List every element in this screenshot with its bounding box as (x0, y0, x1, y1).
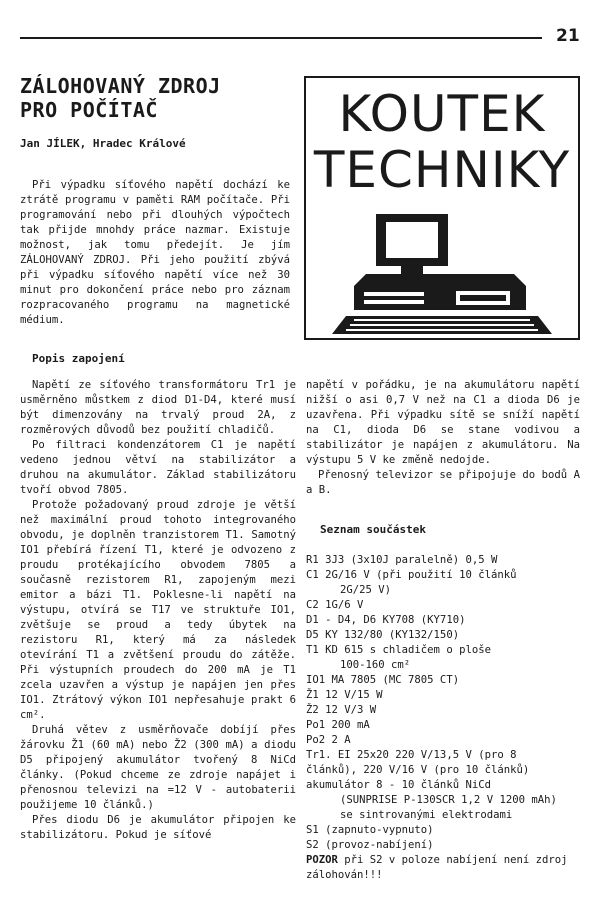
warning-label: POZOR (306, 854, 338, 866)
section-heading: Popis zapojení (32, 352, 125, 365)
part-item: Po1 200 mA (306, 719, 370, 731)
part-item: S2 (provoz-nabíjení) (306, 839, 434, 851)
paragraph: Druhá větev z usměrňovače dobíjí přes žárovku Ž1 (60 mA) nebo Ž2 (300 mA) a diodu D5 připojený akumulátor tvořený 8 NiCd články. (Pokud chceme ze zdroje napájet i přenosnou televizi na =12 V - autobaterii použijeme 10 článků.) (20, 724, 296, 811)
part-item: 100-160 cm² (340, 659, 411, 671)
part-item: IO1 MA 7805 (MC 7805 CT) (306, 674, 460, 686)
part-item: článků), 220 V/16 V (pro 10 článků) (306, 764, 530, 776)
part-item: 2G/25 V) (340, 584, 392, 596)
part-item: T1 KD 615 s chladičem o ploše (306, 644, 491, 656)
page-number: 21 (556, 26, 580, 46)
intro-column (20, 178, 290, 328)
part-item: S1 (zapnuto-vypnuto) (306, 824, 434, 836)
part-item: Ž1 12 V/15 W (306, 689, 383, 701)
parts-list (306, 553, 584, 883)
paragraph: napětí v pořádku, je na akumulátoru napětí nižší o asi 0,7 V než na C1 a dioda D6 je uzavřena. Při výpadku sítě se sníží napětí na C1, dioda D6 se stane vodivou a stabilizátor je napájen z akumulátoru. Na výstupu 5 V ke změně nedojde. (306, 379, 580, 466)
intro-paragraph: Při výpadku síťového napětí dochází ke ztrátě programu v paměti RAM počítače. Při programování nebo při dlouhých výpočtech tak přijde mnohdy práce nazmar. Existuje možnost, jak tomu předejít. Je jím ZÁLOHOVANÝ ZDROJ. Při jeho použití zbývá při výpadku síťového napětí více než 30 minut pro dokončení práce nebo pro záznam rozpracovaného programu na magnetické médium. (20, 179, 290, 326)
part-item: se sintrovanými elektrodami (340, 809, 513, 821)
title-line-1: ZÁLOHOVANÝ ZDROJ (20, 74, 221, 98)
right-column (306, 378, 580, 498)
paragraph: Protože požadovaný proud zdroje je větší než maximální proud tohoto integrovaného obvodu, je doplněn tranzistorem T1. Samotný IO1 přebírá řízení T1, které je odvozeno z proudu protékajícího obvodem 7805 a současně rezistorem R1, zapojeným mezi emitor a bázi T1. Poklesne-li napětí na výstupu, otvírá se T17 ve struktuře IO1, zvětšuje se proud a tedy úbytek na rezistoru R1, který má za následek otevírání T1 a zvětšení proudu do zátěže. Při výstupních proudech do 200 mA je T1 zcela uzavřen a výstup je napájen jen přes IO1. Ztrátový výkon IO1 nepřesahuje prakt 6 cm². (20, 499, 296, 721)
part-item: Tr1. EI 25x20 220 V/13,5 V (pro 8 (306, 749, 517, 761)
techniky-word: TECHNIKY (313, 141, 571, 199)
computer-illustration (306, 208, 578, 338)
part-item: akumulátor 8 - 10 článků NiCd (306, 779, 491, 791)
part-item: Ž2 12 V/3 W (306, 704, 377, 716)
warning-text: při S2 v poloze nabíjení není zdroj zálohován!!! (306, 854, 568, 881)
part-item: C2 1G/6 V (306, 599, 364, 611)
header-rule (20, 37, 542, 39)
paragraph: Napětí ze síťového transformátoru Tr1 je usměrněno můstkem z diod D1-D4, které musí být dimenzovány na trvalý proud 2A, z rozměrových důvodů bez použití chladičů. (20, 379, 296, 436)
title-line-2: PRO POČÍTAČ (20, 98, 158, 122)
warning-line (306, 853, 584, 883)
koutek-word: KOUTEK (338, 85, 546, 143)
part-item: C1 2G/16 V (při použití 10 článků (306, 569, 517, 581)
part-item: R1 3J3 (3x10J paralelně) 0,5 W (306, 554, 498, 566)
part-item: Po2 2 A (306, 734, 351, 746)
author: Jan JÍLEK, Hradec Králové (20, 137, 186, 150)
koutek-techniky-box (304, 76, 580, 340)
part-item: D5 KY 132/80 (KY132/150) (306, 629, 460, 641)
parts-heading: Seznam součástek (320, 523, 426, 536)
article-title (20, 74, 290, 122)
paragraph: Přenosný televizor se připojuje do bodů A a B. (306, 469, 580, 496)
paragraph: Po filtraci kondenzátorem C1 je napětí vedeno jednou větví na stabilizátor a druhou na akumulátor. Základ stabilizátoru tvoří obvod 7805. (20, 439, 296, 496)
part-item: D1 - D4, D6 KY708 (KY710) (306, 614, 466, 626)
left-column (20, 378, 296, 843)
part-item: (SUNPRISE P-130SCR 1,2 V 1200 mAh) (340, 794, 557, 806)
paragraph: Přes diodu D6 je akumulátor připojen ke stabilizátoru. Pokud je síťové (20, 814, 296, 841)
